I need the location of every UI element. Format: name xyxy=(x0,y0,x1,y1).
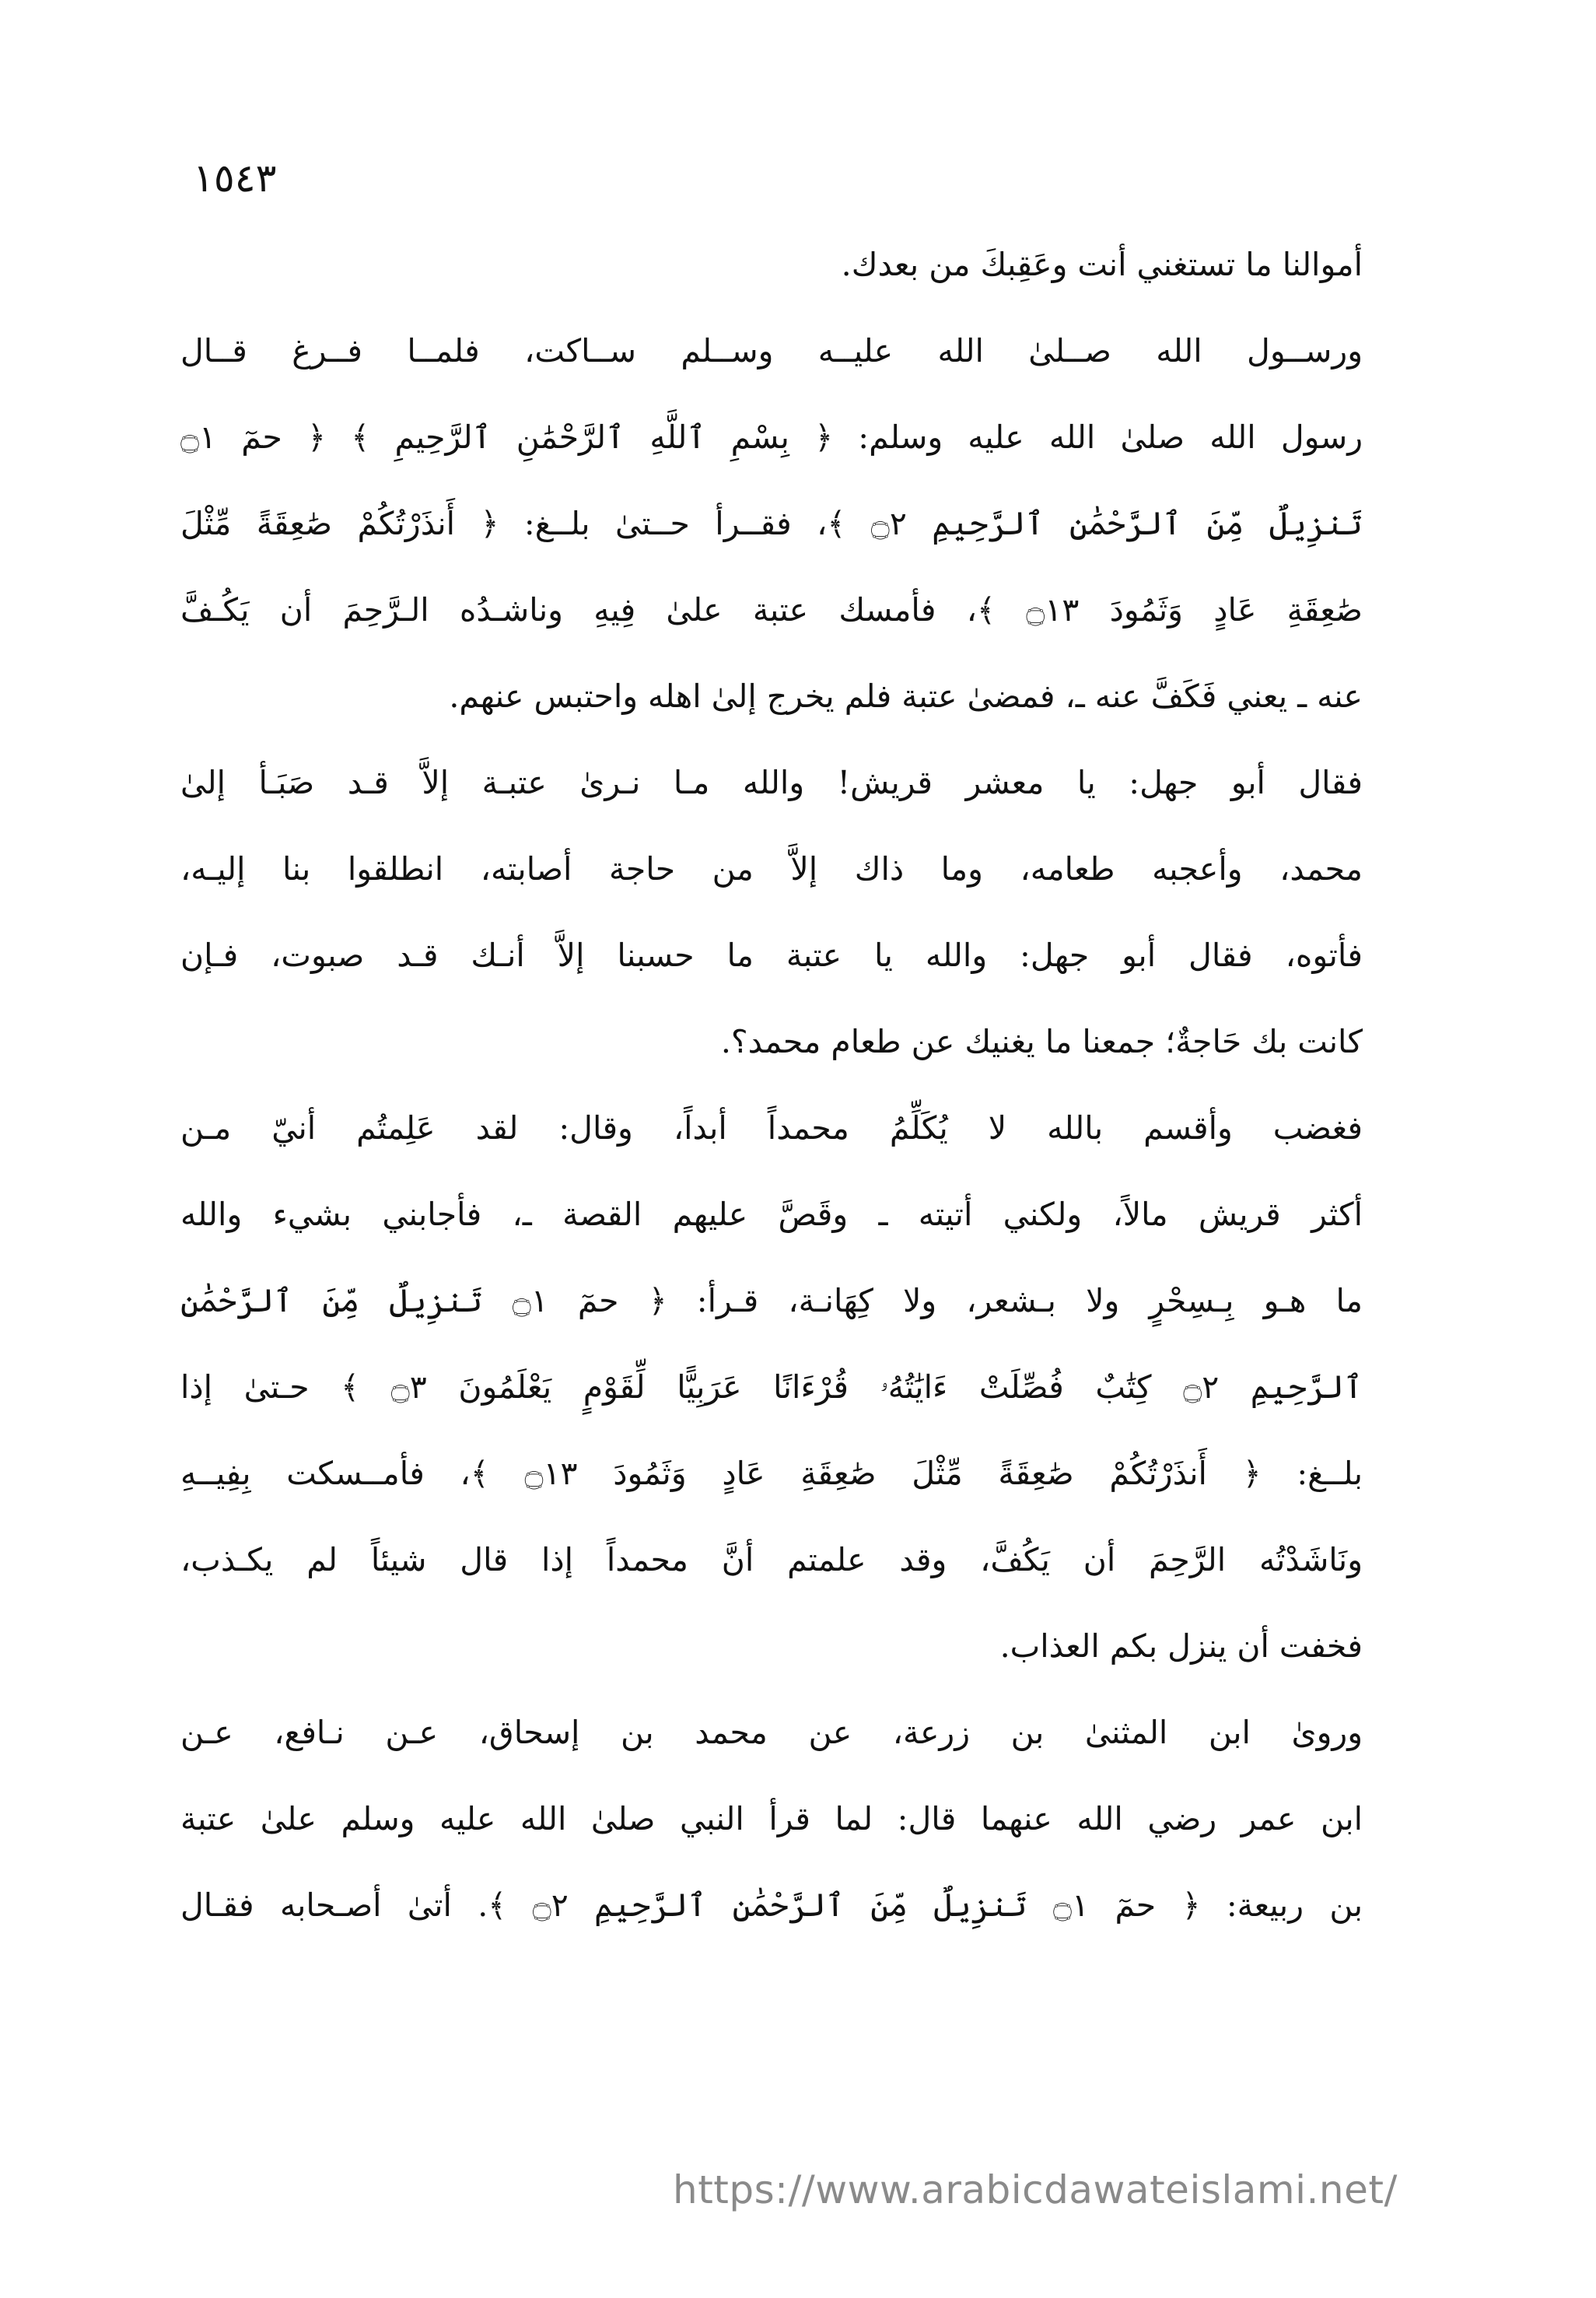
text-line: تَنزِيلٌ مِّنَ ٱلرَّحْمَٰنِ ٱلرَّحِيمِ ۝٢ ﴾، فقــرأ حــتىٰ بلــغ: ﴿ أَنذَرْتُكُمْ صَٰعِقَةً مِّثْلَ xyxy=(180,505,1363,542)
watermark-url: https://www.arabicdawateislami.net/ xyxy=(673,2167,1398,2212)
text-line: عنه ـ يعني فَكَفَّ عنه ـ، فمضىٰ عتبة فلم يخرج إلىٰ اهله واحتبس عنهم. xyxy=(449,678,1363,715)
text-line: فقال أبو جهل: يا معشر قريش! والله مـا نـرىٰ عتبـة إلاَّ قـد صَبَـأ إلىٰ xyxy=(180,764,1363,801)
text-line: ٱلرَّحِيمِ ۝٢ كِتَٰبٌ فُصِّلَتْ ءَايَٰتُهُۥ قُرْءَانًا عَرَبِيًّا لِّقَوْمٍ يَعْلَمُونَ ۝٣ ﴾ حـتىٰ إذا xyxy=(180,1368,1363,1406)
paragraph xyxy=(180,1109,1363,1665)
text-line: بلــغ: ﴿ أَنذَرْتُكُمْ صَٰعِقَةً مِّثْلَ صَٰعِقَةِ عَادٍ وَثَمُودَ ۝١٣ ﴾، فأمــسكت بِفِيــهِ xyxy=(180,1455,1363,1492)
text-line: فأتوه، فقال أبو جهل: والله يا عتبة ما حسبنا إلاَّ أنـك قـد صبوت، فـإن xyxy=(180,937,1363,974)
text-line: بن ربيعة: ﴿ حمٓ ۝١ تَنزِيلٌ مِّنَ ٱلرَّحْمَٰنِ ٱلرَّحِيمِ ۝٢ ﴾. أتىٰ أصـحابه فقـال xyxy=(180,1886,1363,1924)
text-line: صَٰعِقَةِ عَادٍ وَثَمُودَ ۝١٣ ﴾، فأمسك عتبة علىٰ فِيهِ وناشـدُه الـرَّحِمَ أن يَكُـفَّ xyxy=(180,591,1363,629)
text-line: ابن عمر رضي الله عنهما قال: لما قرأ النبي صلىٰ الله عليه وسلم علىٰ عتبة xyxy=(180,1800,1363,1837)
text-line: أموالنا ما تستغني أنت وعَقِبكَ من بعدك. xyxy=(841,246,1363,283)
text-line: وروىٰ ابن المثنىٰ بن زرعة، عن محمد بن إسحاق، عـن نـافع، عـن xyxy=(180,1714,1363,1751)
page-number: ١٥٤٣ xyxy=(193,156,277,201)
text-line: كانت بك حَاجةٌ؛ جمعنا ما يغنيك عن طعام محمد؟. xyxy=(720,1023,1363,1060)
text-line: ورســول الله صــلىٰ الله عليــه وســلم ســاكت، فلمــا فــرغ قــال xyxy=(180,332,1363,370)
text-line: محمد، وأعجبه طعامه، وما ذاك إلاَّ من حاجة أصابته، انطلقوا بنا إليـه، xyxy=(180,850,1363,888)
text-line: رسول الله صلىٰ الله عليه وسلم: ﴿ بِسْمِ ٱللَّهِ ٱلرَّحْمَٰنِ ٱلرَّحِيمِ ﴾ ﴿ حمٓ ۝١ xyxy=(180,419,1363,456)
text-line: ونَاشَدْتُه الرَّحِمَ أن يَكُفَّ، وقد علمتم أنَّ محمداً إذا قال شيئاً لم يكـذب، xyxy=(180,1541,1363,1578)
text-line: أكثر قريش مالاً، ولكني أتيته ـ وقَصَّ عليهم القصة ـ، فأجابني بشيء والله xyxy=(180,1196,1363,1233)
paragraph xyxy=(180,1714,1363,1924)
paragraph xyxy=(180,764,1363,1060)
text-line: فخفت أن ينزل بكم العذاب. xyxy=(999,1627,1363,1665)
body-text xyxy=(180,246,1363,1976)
paragraph xyxy=(180,332,1363,715)
text-line: ما هـو بِـسِحْرٍ ولا بـشعر، ولا كِهَانـة، قـرأ: ﴿ حمٓ ۝١ تَنزِيلٌ مِّنَ ٱلرَّحْمَٰنِ xyxy=(180,1282,1363,1319)
text-line: فغضب وأقسم بالله لا يُكَلِّمُ محمداً أبداً، وقال: لقد عَلِمتُم أنيّ مـن xyxy=(180,1109,1363,1147)
paragraph xyxy=(180,246,1363,283)
